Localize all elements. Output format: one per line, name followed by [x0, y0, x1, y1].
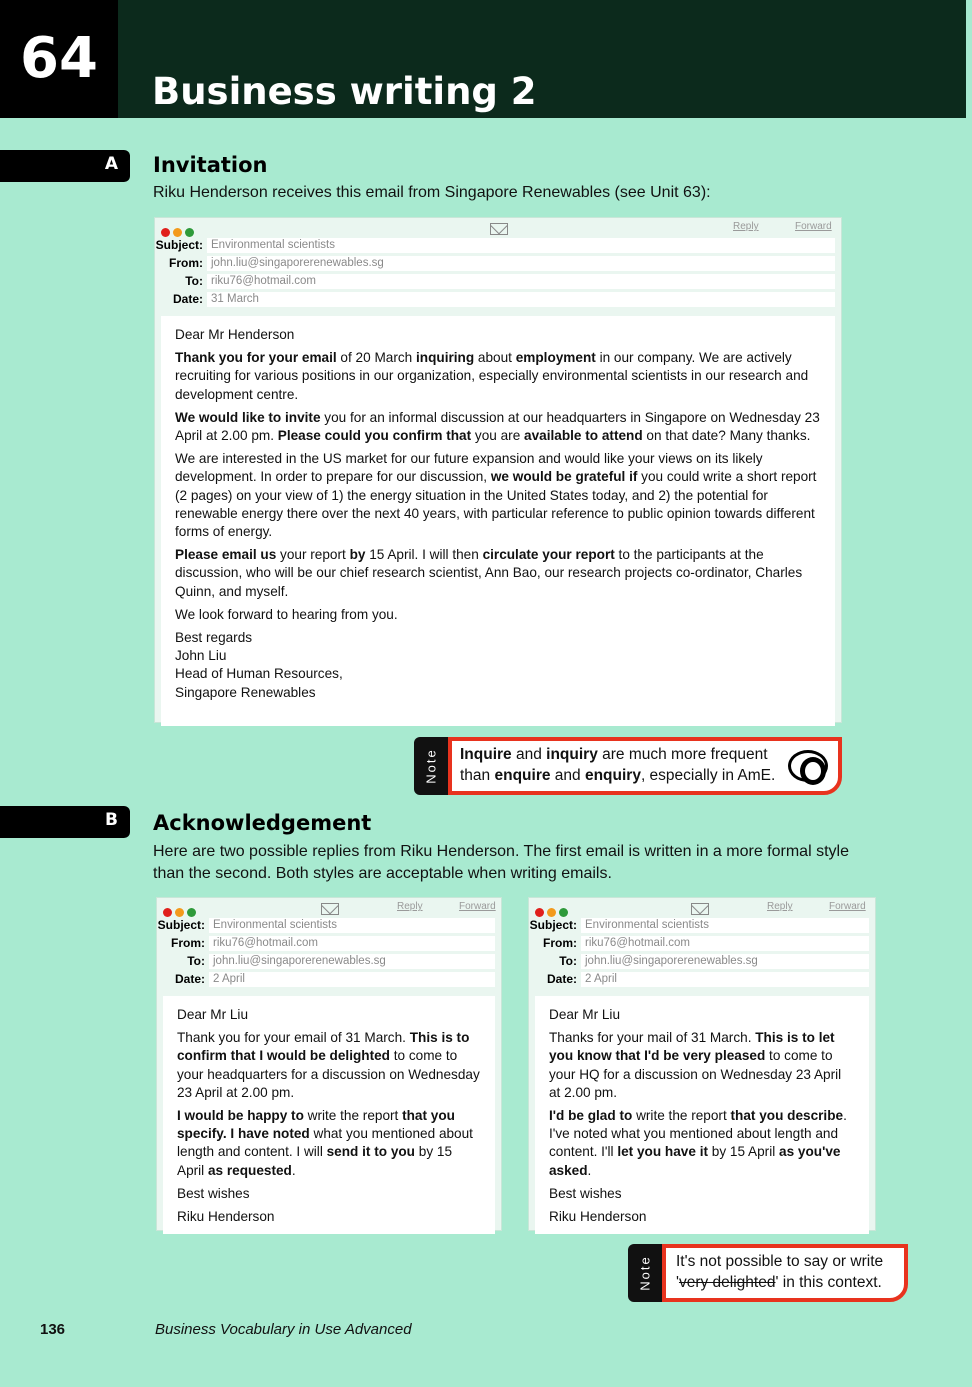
red-dot-icon [535, 908, 544, 917]
from-row [529, 934, 875, 952]
paragraph-1 [177, 1029, 481, 1102]
from-label: From: [169, 256, 203, 270]
text: to come to your HQ for a discussion on Wednesday 23 April at 2.00 pm. [549, 1048, 842, 1100]
envelope-icon [490, 223, 508, 235]
phrase: This is to confirm that I would be delighted [177, 1030, 470, 1064]
date-row [155, 290, 841, 308]
reply-link[interactable]: Reply [397, 901, 423, 912]
paragraph-3 [175, 450, 821, 541]
envelope-icon [321, 903, 339, 915]
subject-row [529, 916, 875, 934]
subject-label: Subject: [157, 918, 205, 932]
email-toolbar [529, 898, 875, 916]
paragraph-2 [549, 1107, 855, 1180]
section-a-title: Invitation [153, 153, 268, 177]
to-field: john.liu@singaporerenewables.sg [581, 954, 869, 969]
text: what you mentioned about length and content. I will [177, 1126, 473, 1160]
phrase: Thank you for your email [175, 350, 337, 366]
sender-name: Riku Henderson [177, 1209, 275, 1225]
subject-field: Environmental scientists [581, 918, 869, 933]
text: by 15 April [708, 1144, 780, 1160]
text: on that date? Many thanks. [642, 428, 811, 444]
text: you could write a short report (2 pages) on your view of 1) the energy situation in the United States today, and 2) the potential for renewable energy there over the next 40 years, with particular reference to public opinion towards different forms of energy. [175, 469, 817, 540]
note-tab-label: Note [423, 748, 439, 784]
email-body [163, 996, 495, 1234]
phrase: I'd be glad to [549, 1108, 633, 1124]
intro-line-2: than the second. Both styles are acceptable when writing emails. [153, 865, 612, 882]
text: Thank you for your email of 31 March. [177, 1030, 410, 1046]
red-dot-icon [163, 908, 172, 917]
note-content [662, 1244, 908, 1302]
email-toolbar [157, 898, 501, 916]
phrase: Please email us [175, 547, 277, 563]
note-line-2 [460, 765, 830, 786]
unit-title: Business writing 2 [152, 70, 537, 113]
subject-row [155, 236, 841, 254]
text: Thanks for your mail of 31 March. [549, 1030, 756, 1046]
phrase: I would be happy to [177, 1108, 304, 1124]
note-line-1 [460, 744, 830, 765]
sender-name: Riku Henderson [549, 1209, 647, 1225]
section-a-letter: A [104, 154, 118, 174]
paragraph-2 [177, 1107, 481, 1180]
subject-field: Environmental scientists [209, 918, 495, 933]
note-tab-label: Note [637, 1255, 653, 1291]
green-dot-icon [187, 908, 196, 917]
struck-phrase: very delighted [678, 1274, 776, 1291]
section-b-title: Acknowledgement [153, 811, 372, 835]
phrase: let you have it [617, 1144, 708, 1160]
note-content [448, 737, 842, 795]
phrase: that you specify. I have noted [177, 1108, 455, 1142]
text: you for an informal discussion at our headquarters in Singapore on Wednesday 23 April at 2.00 pm. [175, 409, 820, 444]
text: write the report [632, 1108, 731, 1124]
signature [175, 629, 821, 702]
phrase: inquiring [416, 350, 475, 366]
to-field: riku76@hotmail.com [207, 274, 835, 289]
phrase: employment [515, 350, 596, 366]
subject-field: Environmental scientists [207, 238, 835, 253]
window-dots [161, 224, 197, 242]
from-row [155, 254, 841, 272]
phrase: enquiry [584, 767, 641, 784]
page-number: 136 [40, 1321, 66, 1338]
text: of 20 March [336, 350, 416, 366]
text: and [511, 746, 547, 763]
email-body [535, 996, 869, 1234]
paragraph-1 [549, 1029, 855, 1102]
from-label: From: [543, 936, 577, 950]
orange-dot-icon [175, 908, 184, 917]
phrase: by [349, 547, 366, 563]
phrase: enquire [494, 767, 551, 784]
phrase: We would like to invite [175, 409, 321, 425]
sender-company: Singapore Renewables [175, 684, 316, 700]
from-row [157, 934, 501, 952]
signoff: Best wishes [549, 1185, 622, 1201]
forward-link[interactable]: Forward [829, 901, 866, 912]
to-row [529, 952, 875, 970]
note-line-2 [676, 1272, 896, 1293]
text: We are interested in the US market for our future expansion and would like your views on its likely development. In order to prepare for our discussion, [175, 451, 763, 485]
date-field: 2 April [581, 972, 869, 987]
from-field: riku76@hotmail.com [581, 936, 869, 951]
from-field: riku76@hotmail.com [209, 936, 495, 951]
greeting: Dear Mr Henderson [175, 327, 295, 342]
date-row [157, 970, 501, 988]
to-row [157, 952, 501, 970]
reply-link[interactable]: Reply [733, 221, 759, 232]
phrase: as requested [207, 1162, 292, 1178]
window-dots [163, 904, 199, 922]
paragraph-2 [175, 409, 821, 445]
envelope-icon [691, 903, 709, 915]
email-toolbar [155, 218, 841, 236]
text: and [550, 767, 585, 784]
phrase: send it to you [326, 1144, 415, 1160]
section-b-letter: B [105, 810, 118, 830]
unit-number: 64 [0, 0, 118, 118]
phrase: circulate your report [482, 547, 615, 563]
to-label: To: [559, 954, 577, 968]
text: to the participants at the discussion, who will be our chief research scientist, Ann Bao, our research projects co-ordinator, Charles Quinn, and myself. [175, 547, 803, 599]
orange-dot-icon [547, 908, 556, 917]
from-label: From: [171, 936, 205, 950]
unit-header [0, 0, 966, 118]
text: in our company. We are actively recruiting for various positions in our organization, especially environmental scientists in our research and development centre. [175, 350, 809, 402]
eye-icon [788, 750, 828, 782]
subject-row [157, 916, 501, 934]
orange-dot-icon [173, 228, 182, 237]
to-label: To: [187, 954, 205, 968]
date-label: Date: [174, 972, 205, 986]
text: . [291, 1162, 296, 1178]
intro-line-1: Here are two possible replies from Riku Henderson. The first email is written in a more formal style [153, 843, 849, 860]
text: to come to your headquarters for a discussion on Wednesday 23 April at 2.00 pm. [177, 1048, 480, 1100]
sender-title: Head of Human Resources, [175, 666, 343, 682]
forward-link[interactable]: Forward [795, 221, 832, 232]
note-tab [414, 737, 448, 795]
red-dot-icon [161, 228, 170, 237]
text: by 15 April [177, 1144, 453, 1178]
reply-link[interactable]: Reply [767, 901, 793, 912]
text: about [474, 350, 516, 366]
date-label: Date: [546, 972, 577, 986]
section-a-intro: Riku Henderson receives this email from Singapore Renewables (see Unit 63): [153, 184, 711, 201]
subject-label: Subject: [155, 238, 203, 252]
forward-link[interactable]: Forward [459, 901, 496, 912]
sender-name: John Liu [175, 648, 227, 664]
note-line-1: It's not possible to say or write [676, 1253, 884, 1270]
signoff: Best regards [175, 630, 253, 646]
note-tab [628, 1244, 662, 1302]
green-dot-icon [185, 228, 194, 237]
window-dots [535, 904, 571, 922]
text: . [587, 1162, 592, 1178]
green-dot-icon [559, 908, 568, 917]
signoff: Best wishes [177, 1185, 250, 1201]
text: you are [471, 428, 525, 444]
date-field: 2 April [209, 972, 495, 987]
phrase: Please could you confirm that [277, 428, 472, 444]
phrase: available to attend [524, 428, 643, 444]
phrase: as you've asked [549, 1144, 841, 1178]
text: are much more frequent [597, 746, 768, 763]
text: write the report [303, 1108, 403, 1124]
informal-reply-email [528, 897, 876, 1231]
date-field: 31 March [207, 292, 835, 307]
phrase: inquiry [546, 746, 598, 763]
to-field: john.liu@singaporerenewables.sg [209, 954, 495, 969]
formal-reply-email [156, 897, 502, 1231]
date-label: Date: [172, 292, 203, 306]
paragraph-1 [175, 349, 821, 404]
to-row [155, 272, 841, 290]
section-a-tab [0, 150, 130, 182]
subject-label: Subject: [529, 918, 577, 932]
section-b-tab [0, 806, 130, 838]
text: ' in this context. [775, 1274, 882, 1291]
text: your report [276, 547, 350, 563]
note-box-a [414, 737, 842, 795]
paragraph-5: We look forward to hearing from you. [175, 606, 398, 622]
note-box-b [628, 1244, 908, 1302]
text: . I've noted what you mentioned about length and content. I'll [549, 1108, 847, 1160]
text: 15 April. I will then [365, 547, 483, 563]
book-title: Business Vocabulary in Use Advanced [155, 1321, 412, 1338]
invitation-email [154, 217, 842, 723]
phrase: This is to let you know that I'd be very pleased [549, 1030, 835, 1064]
section-b-intro [153, 841, 933, 885]
greeting: Dear Mr Liu [549, 1007, 621, 1022]
phrase: Inquire [460, 746, 512, 763]
paragraph-4 [175, 546, 821, 601]
date-row [529, 970, 875, 988]
greeting: Dear Mr Liu [177, 1007, 249, 1022]
phrase: that you describe [730, 1108, 844, 1124]
phrase: we would be grateful if [490, 469, 638, 485]
to-label: To: [185, 274, 203, 288]
text: than [460, 767, 495, 784]
text: , especially in AmE. [640, 767, 776, 784]
text: ' [676, 1274, 679, 1291]
email-body [161, 316, 835, 726]
from-field: john.liu@singaporerenewables.sg [207, 256, 835, 271]
